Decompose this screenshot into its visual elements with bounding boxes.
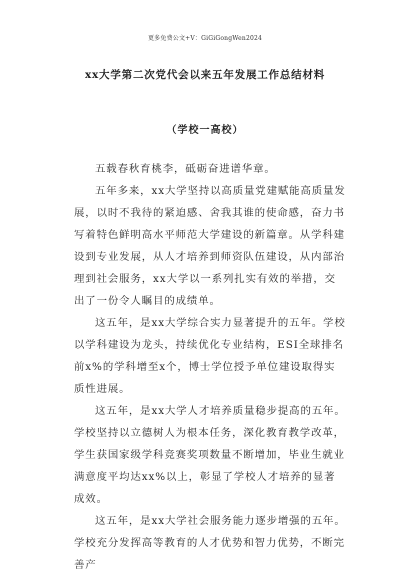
paragraph: 这五年，是xx大学社会服务能力逐步增强的五年。学校充分发挥高等教育的人才优势和智力优势，不断完善产 (74, 515, 346, 571)
paragraph: 五年多来，xx大学坚持以高质量党建赋能高质量发展，以时不我待的紧迫感、舍我其谁的使命感，奋力书写着特色鲜明高水平师范大学建设的新篇章。从学科建设到专业发展，从人才培养到师资队伍建设，从内部治理到社会服务，xx大学以一系列扎实有效的举措，交出了一份令人瞩目的成绩单。 (74, 185, 346, 307)
document-body (74, 158, 346, 576)
document-subtitle: （学校一高校） (166, 125, 244, 136)
paragraph: 五载春秋育桃李，砥砺奋进谱华章。 (95, 163, 276, 175)
document-title: xx大学第二次党代会以来五年发展工作总结材料 (84, 69, 326, 81)
header-note: 更多免费公文+V：GiGiGongWen2024 (147, 35, 263, 42)
paragraph: 这五年，是xx大学人才培养质量稳步提高的五年。学校坚持以立德树人为根本任务，深化教育教学改革，学生获国家级学科竞赛奖项数量不断增加，毕业生就业满意度平均达xx%以上，彰显了学校人才培养的显著成效。 (74, 405, 346, 505)
paragraph: 这五年，是xx大学综合实力显著提升的五年。学校以学科建设为龙头，持续优化专业结构，ESI全球排名前x%的学科增至x个，博士学位授予单位建设取得实质性进展。 (74, 317, 346, 395)
